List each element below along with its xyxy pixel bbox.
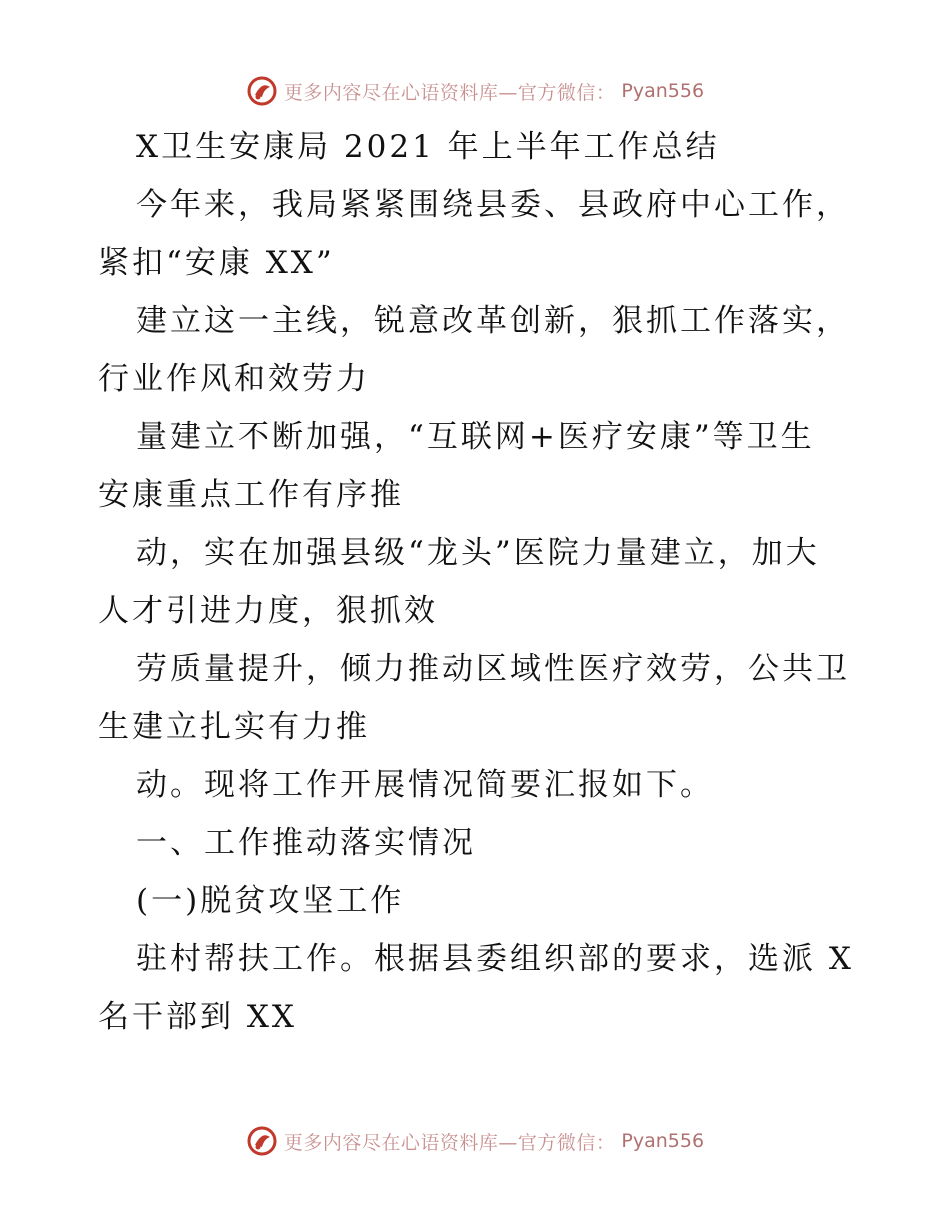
- text-line: 建立这一主线，锐意改革创新，狠抓工作落实，: [136, 303, 850, 339]
- watermark-wechat-id: Pyan556: [621, 80, 705, 102]
- document-title: X卫生安康局 2021 年上半年工作总结: [136, 129, 720, 165]
- text-line: 劳质量提升，倾力推动区域性医疗效劳，公共卫: [136, 651, 850, 687]
- text-line: 动，实在加强县级“龙头”医院力量建立，加大: [136, 535, 820, 571]
- text-line: 量建立不断加强，“互联网+医疗安康”等卫生: [136, 419, 815, 455]
- subsection-heading: (一)脱贫攻坚工作: [136, 883, 405, 919]
- watermark-header: [0, 71, 950, 111]
- text-line: 名干部到 XX: [98, 999, 297, 1035]
- brand-logo-icon: [246, 1125, 278, 1157]
- text-line: 生建立扎实有力推: [98, 709, 370, 745]
- watermark-text: 更多内容尽在心语资料库—官方微信：: [283, 81, 616, 104]
- section-heading: 一、工作推动落实情况: [136, 825, 476, 861]
- document-body: [98, 118, 858, 1046]
- text-line: 安康重点工作有序推: [98, 477, 404, 513]
- text-line: 行业作风和效劳力: [98, 361, 370, 397]
- text-line: 紧扣“安康 XX”: [98, 245, 335, 281]
- watermark-text: 更多内容尽在心语资料库—官方微信：: [283, 1131, 616, 1154]
- watermark-footer: [0, 1121, 950, 1161]
- brand-logo-icon: [246, 75, 278, 107]
- text-line: 动。现将工作开展情况简要汇报如下。: [136, 767, 714, 803]
- text-line: 人才引进力度，狠抓效: [98, 593, 438, 629]
- text-line: 驻村帮扶工作。根据县委组织部的要求，选派 X: [136, 941, 854, 977]
- text-line: 今年来，我局紧紧围绕县委、县政府中心工作，: [136, 187, 850, 223]
- watermark-wechat-id: Pyan556: [621, 1130, 705, 1152]
